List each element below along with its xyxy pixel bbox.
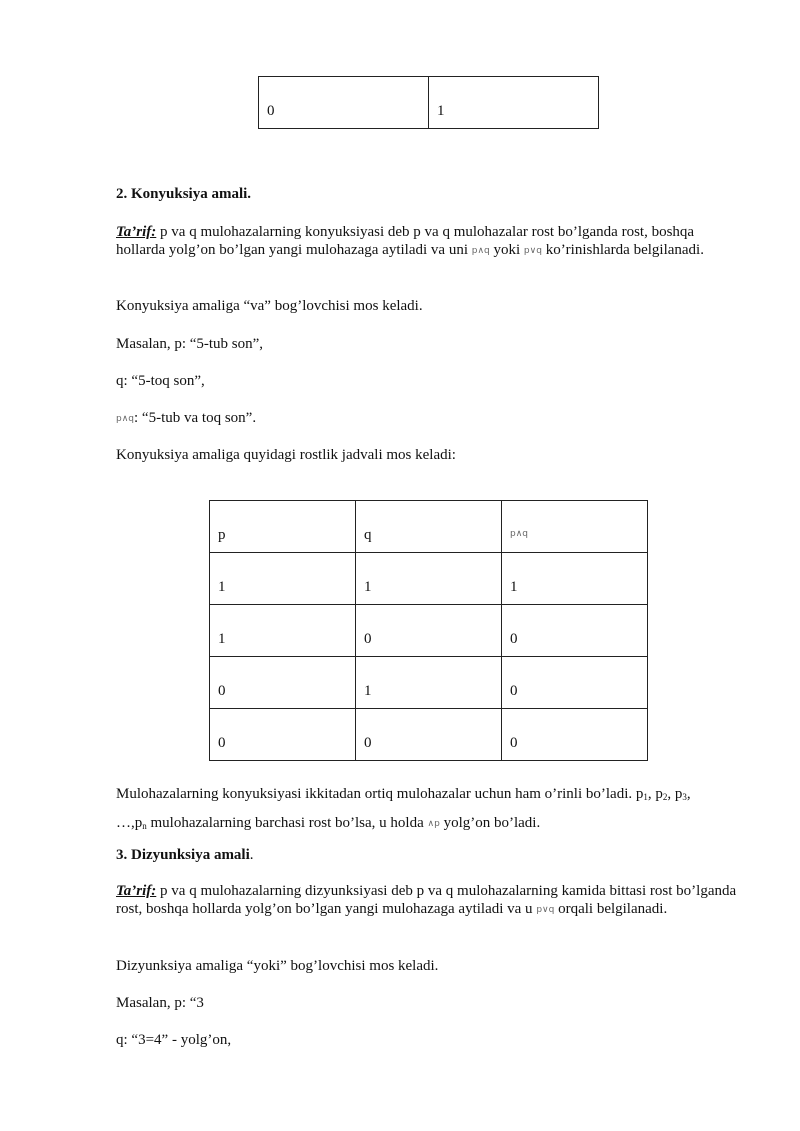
truth-table (209, 500, 648, 761)
paragraph (116, 409, 746, 428)
table-cell: 1 (210, 605, 356, 657)
paragraph: Konyuksiya amaliga quyidagi rostlik jadvali mos keladi: (116, 447, 456, 463)
definition-paragraph (116, 223, 746, 260)
paragraph-text: Mulohazalarning konyuksiyasi ikkitadan ortiq mulohazalar uchun ham o’rinli bo’ladi. p (116, 786, 644, 802)
paragraph: Dizyunksiya amaliga “yoki” bog’lovchisi mos keladi. (116, 958, 439, 974)
paragraph: q: “5-toq son”, (116, 373, 205, 389)
paragraph-text: , p (647, 786, 663, 802)
subscript: n (142, 821, 147, 831)
paragraph (116, 781, 746, 839)
table-header-row (210, 501, 648, 553)
definition-label: Ta’rif: (116, 224, 157, 240)
formula-symbol: p∨q (536, 905, 555, 915)
paragraph-text: , p (667, 786, 683, 802)
table-cell: 0 (502, 657, 648, 709)
table-header-cell (502, 501, 648, 553)
table-cell: 0 (210, 657, 356, 709)
formula-symbol: p∨q (523, 246, 542, 256)
table-cell: 1 (356, 553, 502, 605)
table-row (210, 709, 648, 761)
table-cell: 0 (502, 709, 648, 761)
definition-text: ko’rinishlarda belgilanadi. (541, 242, 704, 258)
paragraph: Masalan, p: “3 (116, 995, 204, 1011)
formula-symbol: p∧q (116, 414, 135, 424)
table-cell: 1 (356, 657, 502, 709)
paragraph-text: , (686, 786, 691, 802)
paragraph-text: yolg’on bo’ladi. (439, 815, 541, 831)
formula-symbol: p∧q (510, 529, 529, 539)
paragraph-text: mulohazalarning barchasi rost bo’lsa, u holda (146, 815, 428, 831)
paragraph: Konyuksiya amaliga “va” bog’lovchisi mos keladi. (116, 298, 423, 314)
section-heading (116, 846, 746, 864)
subscript: 2 (662, 792, 668, 802)
formula-symbol: p∧q (471, 246, 490, 256)
definition-text: p va q mulohazalarning dizyunksiyasi deb p va q mulohazalarning kamida bittasi rost bo’lganda rost, boshqa hollarda yolg’on bo’lgan yangi mulohazaga aytiladi va u (116, 883, 737, 917)
definition-text: p va q mulohazalarning konyuksiyasi deb p va q mulohazalar rost bo’lganda rost, boshqa hollarda yolg’on bo’lgan yangi mulohazaga aytiladi va uni (116, 224, 695, 258)
table-row (210, 553, 648, 605)
table-row (210, 605, 648, 657)
table-cell: 0 (210, 709, 356, 761)
definition-paragraph (116, 882, 746, 919)
table-cell: 1 (429, 77, 599, 129)
definition-text: yoki (489, 242, 524, 258)
section-heading-text: 3. Dizyunksiya amali (116, 847, 250, 863)
paragraph: q: “3=4” - yolg’on, (116, 1032, 232, 1048)
table-cell: 0 (502, 605, 648, 657)
table-cell: 1 (210, 553, 356, 605)
table-cell: 1 (502, 553, 648, 605)
top-table (258, 76, 599, 129)
table-cell: 0 (356, 605, 502, 657)
table-header-cell: p (210, 501, 356, 553)
paragraph-text: …,p (116, 815, 143, 831)
formula-symbol: ∧p (427, 819, 440, 829)
paragraph: Masalan, p: “5-tub son”, (116, 336, 264, 352)
table-row (259, 77, 599, 129)
table-cell: 0 (356, 709, 502, 761)
subscript: 3 (682, 792, 687, 802)
section-heading-dot: . (249, 847, 254, 863)
table-header-cell: q (356, 501, 502, 553)
table-cell: 0 (259, 77, 429, 129)
definition-label: Ta’rif: (116, 883, 157, 899)
definition-text: orqali belgilanadi. (554, 901, 668, 917)
section-heading: 2. Konyuksiya amali. (116, 186, 252, 202)
table-row (210, 657, 648, 709)
subscript: 1 (643, 792, 648, 802)
paragraph-text: : “5-tub va toq son”. (134, 410, 257, 426)
